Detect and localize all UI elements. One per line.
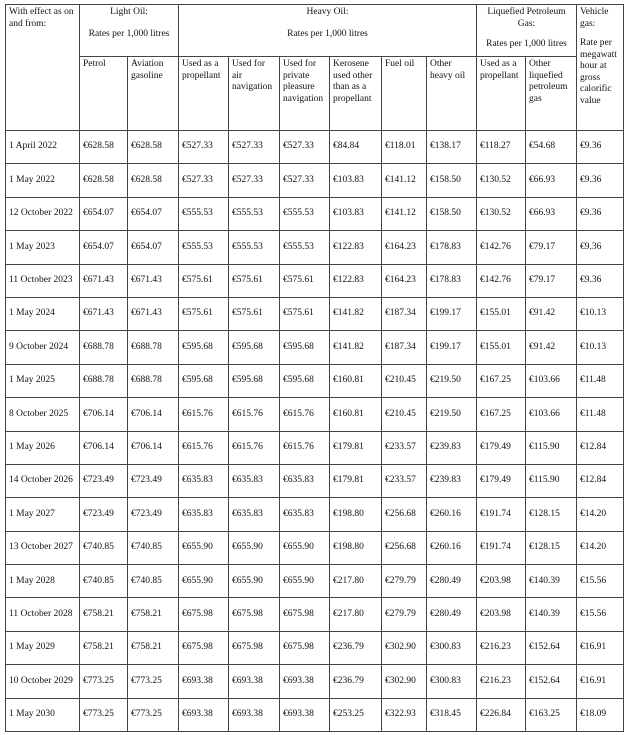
cell-other-heavy-oil: €260.16: [427, 498, 477, 531]
cell-aviation-gasoline: €740.85: [128, 565, 179, 598]
cell-vehicle-gas: €16.91: [577, 665, 624, 698]
subheader-air-navigation: Used for air navigation: [229, 57, 280, 131]
subheader-other-heavy-oil: Other heavy oil: [427, 57, 477, 131]
cell-vehicle-gas: €10.13: [577, 297, 624, 330]
cell-effective-date: 13 October 2027: [6, 531, 80, 564]
cell-kerosene: €236.79: [330, 665, 382, 698]
cell-other-lpg: €115.90: [526, 431, 577, 464]
cell-petrol: €706.14: [80, 431, 128, 464]
subheader-kerosene: Kerosene used other than as a propellant: [330, 57, 382, 131]
subheader-heavy-propellant: Used as a propellant: [179, 57, 229, 131]
cell-lpg-propellant: €130.52: [477, 197, 526, 230]
subheader-fuel-oil: Fuel oil: [382, 57, 427, 131]
cell-private-pleasure-navigation: €555.53: [280, 197, 330, 230]
cell-other-heavy-oil: €260.16: [427, 531, 477, 564]
cell-fuel-oil: €279.79: [382, 598, 427, 631]
cell-vehicle-gas: €9.36: [577, 164, 624, 197]
cell-fuel-oil: €164.23: [382, 231, 427, 264]
cell-air-navigation: €693.38: [229, 698, 280, 731]
header-vehicle-gas: [577, 5, 624, 131]
cell-vehicle-gas: €11.48: [577, 364, 624, 397]
cell-private-pleasure-navigation: €575.61: [280, 264, 330, 297]
cell-effective-date: 1 May 2030: [6, 698, 80, 731]
cell-aviation-gasoline: €758.21: [128, 631, 179, 664]
cell-aviation-gasoline: €706.14: [128, 431, 179, 464]
cell-air-navigation: €575.61: [229, 264, 280, 297]
cell-heavy-propellant: €655.90: [179, 565, 229, 598]
cell-private-pleasure-navigation: €527.33: [280, 131, 330, 164]
cell-petrol: €628.58: [80, 164, 128, 197]
cell-petrol: €723.49: [80, 464, 128, 497]
cell-aviation-gasoline: €723.49: [128, 464, 179, 497]
cell-effective-date: 1 May 2027: [6, 498, 80, 531]
cell-other-heavy-oil: €158.50: [427, 197, 477, 230]
cell-private-pleasure-navigation: €675.98: [280, 598, 330, 631]
cell-effective-date: 1 April 2022: [6, 131, 80, 164]
cell-heavy-propellant: €555.53: [179, 197, 229, 230]
cell-vehicle-gas: €9.36: [577, 231, 624, 264]
cell-vehicle-gas: €9.36: [577, 264, 624, 297]
cell-private-pleasure-navigation: €595.68: [280, 331, 330, 364]
cell-heavy-propellant: €675.98: [179, 631, 229, 664]
cell-kerosene: €160.81: [330, 398, 382, 431]
cell-private-pleasure-navigation: €615.76: [280, 398, 330, 431]
cell-fuel-oil: €187.34: [382, 331, 427, 364]
cell-heavy-propellant: €655.90: [179, 531, 229, 564]
cell-lpg-propellant: €216.23: [477, 631, 526, 664]
cell-other-heavy-oil: €178.83: [427, 231, 477, 264]
cell-kerosene: €198.80: [330, 531, 382, 564]
light-oil-title: Light Oil:: [110, 7, 148, 17]
cell-petrol: €628.58: [80, 131, 128, 164]
cell-air-navigation: €595.68: [229, 364, 280, 397]
cell-other-heavy-oil: €219.50: [427, 364, 477, 397]
cell-aviation-gasoline: €688.78: [128, 364, 179, 397]
header-lpg: [477, 5, 577, 57]
cell-aviation-gasoline: €654.07: [128, 197, 179, 230]
table-row: [6, 364, 624, 397]
cell-other-heavy-oil: €239.83: [427, 431, 477, 464]
cell-vehicle-gas: €16.91: [577, 631, 624, 664]
cell-air-navigation: €615.76: [229, 398, 280, 431]
header-light-oil: [80, 5, 179, 57]
cell-vehicle-gas: €11.48: [577, 398, 624, 431]
cell-other-heavy-oil: €300.83: [427, 665, 477, 698]
rates-table-container: [5, 4, 624, 732]
cell-aviation-gasoline: €688.78: [128, 331, 179, 364]
table-body: [6, 131, 624, 732]
cell-air-navigation: €595.68: [229, 331, 280, 364]
cell-petrol: €740.85: [80, 565, 128, 598]
cell-lpg-propellant: €142.76: [477, 264, 526, 297]
cell-heavy-propellant: €595.68: [179, 364, 229, 397]
cell-petrol: €688.78: [80, 364, 128, 397]
cell-vehicle-gas: €18.09: [577, 698, 624, 731]
subheader-petrol: Petrol: [80, 57, 128, 131]
cell-kerosene: €217.80: [330, 598, 382, 631]
cell-other-lpg: €128.15: [526, 498, 577, 531]
cell-other-heavy-oil: €199.17: [427, 331, 477, 364]
cell-effective-date: 1 May 2026: [6, 431, 80, 464]
vehicle-gas-subtitle: Rate per megawatt hour at gross calorific value: [580, 38, 617, 106]
cell-lpg-propellant: €142.76: [477, 231, 526, 264]
cell-heavy-propellant: €575.61: [179, 264, 229, 297]
cell-heavy-propellant: €635.83: [179, 464, 229, 497]
cell-vehicle-gas: €14.20: [577, 531, 624, 564]
cell-lpg-propellant: €167.25: [477, 364, 526, 397]
cell-vehicle-gas: €9.36: [577, 197, 624, 230]
cell-kerosene: €103.83: [330, 164, 382, 197]
cell-effective-date: 12 October 2022: [6, 197, 80, 230]
cell-kerosene: €253.25: [330, 698, 382, 731]
cell-air-navigation: €527.33: [229, 131, 280, 164]
cell-private-pleasure-navigation: €635.83: [280, 498, 330, 531]
cell-lpg-propellant: €179.49: [477, 431, 526, 464]
cell-kerosene: €217.80: [330, 565, 382, 598]
table-row: [6, 598, 624, 631]
cell-private-pleasure-navigation: €693.38: [280, 665, 330, 698]
cell-other-lpg: €128.15: [526, 531, 577, 564]
cell-kerosene: €198.80: [330, 498, 382, 531]
cell-kerosene: €84.84: [330, 131, 382, 164]
cell-petrol: €688.78: [80, 331, 128, 364]
cell-heavy-propellant: €527.33: [179, 164, 229, 197]
cell-fuel-oil: €302.90: [382, 665, 427, 698]
cell-private-pleasure-navigation: €655.90: [280, 565, 330, 598]
cell-effective-date: 8 October 2025: [6, 398, 80, 431]
cell-other-lpg: €140.39: [526, 598, 577, 631]
cell-private-pleasure-navigation: €527.33: [280, 164, 330, 197]
cell-other-heavy-oil: €239.83: [427, 464, 477, 497]
cell-other-lpg: €103.66: [526, 364, 577, 397]
cell-vehicle-gas: €15.56: [577, 565, 624, 598]
table-row: [6, 464, 624, 497]
cell-effective-date: 1 May 2028: [6, 565, 80, 598]
table-row: [6, 698, 624, 731]
heavy-oil-title: Heavy Oil:: [306, 7, 349, 17]
cell-heavy-propellant: €595.68: [179, 331, 229, 364]
cell-air-navigation: €635.83: [229, 498, 280, 531]
table-row: [6, 331, 624, 364]
cell-other-lpg: €140.39: [526, 565, 577, 598]
subheader-aviation-gasoline: Aviation gasoline: [128, 57, 179, 131]
cell-lpg-propellant: €191.74: [477, 498, 526, 531]
subheader-other-lpg: Other liquefied petroleum gas: [526, 57, 577, 131]
cell-fuel-oil: €141.12: [382, 164, 427, 197]
cell-private-pleasure-navigation: €615.76: [280, 431, 330, 464]
cell-fuel-oil: €187.34: [382, 297, 427, 330]
table-row: [6, 398, 624, 431]
cell-kerosene: €122.83: [330, 264, 382, 297]
cell-petrol: €706.14: [80, 398, 128, 431]
cell-effective-date: 9 October 2024: [6, 331, 80, 364]
cell-kerosene: €141.82: [330, 297, 382, 330]
cell-heavy-propellant: €615.76: [179, 398, 229, 431]
cell-other-lpg: €115.90: [526, 464, 577, 497]
cell-air-navigation: €527.33: [229, 164, 280, 197]
cell-aviation-gasoline: €671.43: [128, 297, 179, 330]
subheader-private-pleasure-navigation: Used for private pleasure navigation: [280, 57, 330, 131]
cell-air-navigation: €635.83: [229, 464, 280, 497]
cell-other-heavy-oil: €158.50: [427, 164, 477, 197]
cell-aviation-gasoline: €773.25: [128, 665, 179, 698]
cell-heavy-propellant: €615.76: [179, 431, 229, 464]
cell-effective-date: 10 October 2029: [6, 665, 80, 698]
cell-private-pleasure-navigation: €675.98: [280, 631, 330, 664]
cell-private-pleasure-navigation: €655.90: [280, 531, 330, 564]
cell-lpg-propellant: €226.84: [477, 698, 526, 731]
cell-vehicle-gas: €12.84: [577, 431, 624, 464]
light-oil-subtitle: Rates per 1,000 litres: [88, 28, 170, 39]
cell-petrol: €758.21: [80, 598, 128, 631]
cell-lpg-propellant: €203.98: [477, 598, 526, 631]
cell-lpg-propellant: €179.49: [477, 464, 526, 497]
cell-heavy-propellant: €555.53: [179, 231, 229, 264]
cell-effective-date: 1 May 2025: [6, 364, 80, 397]
cell-other-heavy-oil: €280.49: [427, 598, 477, 631]
table-row: [6, 131, 624, 164]
cell-other-heavy-oil: €199.17: [427, 297, 477, 330]
cell-other-heavy-oil: €219.50: [427, 398, 477, 431]
cell-other-heavy-oil: €300.83: [427, 631, 477, 664]
cell-other-heavy-oil: €318.45: [427, 698, 477, 731]
cell-other-lpg: €91.42: [526, 331, 577, 364]
cell-other-lpg: €66.93: [526, 164, 577, 197]
table-row: [6, 631, 624, 664]
cell-kerosene: €122.83: [330, 231, 382, 264]
cell-other-lpg: €163.25: [526, 698, 577, 731]
table-row: [6, 665, 624, 698]
cell-lpg-propellant: €155.01: [477, 331, 526, 364]
header-effective-date: With effect as on and from:: [6, 5, 80, 131]
cell-other-lpg: €54.68: [526, 131, 577, 164]
cell-vehicle-gas: €15.56: [577, 598, 624, 631]
cell-fuel-oil: €141.12: [382, 197, 427, 230]
cell-fuel-oil: €233.57: [382, 431, 427, 464]
table-row: [6, 164, 624, 197]
table-row: [6, 264, 624, 297]
cell-other-lpg: €152.64: [526, 665, 577, 698]
table-row: [6, 531, 624, 564]
cell-aviation-gasoline: €654.07: [128, 231, 179, 264]
cell-fuel-oil: €256.68: [382, 531, 427, 564]
cell-fuel-oil: €233.57: [382, 464, 427, 497]
cell-aviation-gasoline: €723.49: [128, 498, 179, 531]
cell-aviation-gasoline: €740.85: [128, 531, 179, 564]
cell-fuel-oil: €164.23: [382, 264, 427, 297]
cell-aviation-gasoline: €628.58: [128, 164, 179, 197]
cell-fuel-oil: €118.01: [382, 131, 427, 164]
cell-kerosene: €236.79: [330, 631, 382, 664]
cell-other-heavy-oil: €138.17: [427, 131, 477, 164]
cell-fuel-oil: €210.45: [382, 364, 427, 397]
table-row: [6, 431, 624, 464]
cell-lpg-propellant: €118.27: [477, 131, 526, 164]
cell-petrol: €654.07: [80, 197, 128, 230]
table-row: [6, 498, 624, 531]
cell-petrol: €654.07: [80, 231, 128, 264]
cell-lpg-propellant: €167.25: [477, 398, 526, 431]
lpg-title: Liquefied Petroleum Gas:: [487, 7, 566, 29]
cell-air-navigation: €555.53: [229, 197, 280, 230]
cell-other-lpg: €103.66: [526, 398, 577, 431]
cell-effective-date: 1 May 2029: [6, 631, 80, 664]
cell-lpg-propellant: €155.01: [477, 297, 526, 330]
cell-fuel-oil: €279.79: [382, 565, 427, 598]
cell-private-pleasure-navigation: €693.38: [280, 698, 330, 731]
cell-private-pleasure-navigation: €575.61: [280, 297, 330, 330]
cell-fuel-oil: €302.90: [382, 631, 427, 664]
cell-other-heavy-oil: €280.49: [427, 565, 477, 598]
cell-other-lpg: €79.17: [526, 231, 577, 264]
cell-air-navigation: €693.38: [229, 665, 280, 698]
cell-private-pleasure-navigation: €595.68: [280, 364, 330, 397]
cell-other-lpg: €66.93: [526, 197, 577, 230]
cell-lpg-propellant: €216.23: [477, 665, 526, 698]
cell-heavy-propellant: €575.61: [179, 297, 229, 330]
cell-effective-date: 11 October 2028: [6, 598, 80, 631]
cell-heavy-propellant: €693.38: [179, 698, 229, 731]
cell-heavy-propellant: €675.98: [179, 598, 229, 631]
cell-lpg-propellant: €203.98: [477, 565, 526, 598]
cell-effective-date: 1 May 2024: [6, 297, 80, 330]
cell-air-navigation: €575.61: [229, 297, 280, 330]
cell-aviation-gasoline: €671.43: [128, 264, 179, 297]
table-row: [6, 197, 624, 230]
cell-other-heavy-oil: €178.83: [427, 264, 477, 297]
cell-petrol: €723.49: [80, 498, 128, 531]
table-row: [6, 231, 624, 264]
cell-vehicle-gas: €10.13: [577, 331, 624, 364]
cell-lpg-propellant: €130.52: [477, 164, 526, 197]
cell-kerosene: €160.81: [330, 364, 382, 397]
cell-private-pleasure-navigation: €555.53: [280, 231, 330, 264]
cell-other-lpg: €152.64: [526, 631, 577, 664]
heavy-oil-subtitle: Rates per 1,000 litres: [287, 28, 368, 39]
cell-kerosene: €103.83: [330, 197, 382, 230]
cell-kerosene: €179.81: [330, 464, 382, 497]
cell-aviation-gasoline: €758.21: [128, 598, 179, 631]
cell-petrol: €773.25: [80, 698, 128, 731]
cell-effective-date: 11 October 2023: [6, 264, 80, 297]
cell-effective-date: 14 October 2026: [6, 464, 80, 497]
cell-lpg-propellant: €191.74: [477, 531, 526, 564]
cell-other-lpg: €91.42: [526, 297, 577, 330]
cell-other-lpg: €79.17: [526, 264, 577, 297]
table-row: [6, 565, 624, 598]
cell-petrol: €773.25: [80, 665, 128, 698]
cell-fuel-oil: €256.68: [382, 498, 427, 531]
cell-effective-date: 1 May 2023: [6, 231, 80, 264]
cell-aviation-gasoline: €706.14: [128, 398, 179, 431]
lpg-subtitle: Rates per 1,000 litres: [486, 39, 567, 49]
cell-heavy-propellant: €635.83: [179, 498, 229, 531]
cell-air-navigation: €615.76: [229, 431, 280, 464]
cell-aviation-gasoline: €773.25: [128, 698, 179, 731]
cell-vehicle-gas: €9.36: [577, 131, 624, 164]
header-heavy-oil: [179, 5, 477, 57]
mineral-oil-tax-rates-table: [5, 4, 624, 732]
cell-kerosene: €179.81: [330, 431, 382, 464]
cell-aviation-gasoline: €628.58: [128, 131, 179, 164]
cell-petrol: €740.85: [80, 531, 128, 564]
cell-kerosene: €141.82: [330, 331, 382, 364]
cell-fuel-oil: €210.45: [382, 398, 427, 431]
cell-vehicle-gas: €12.84: [577, 464, 624, 497]
vehicle-gas-title: Vehicle gas:: [580, 7, 609, 29]
cell-vehicle-gas: €14.20: [577, 498, 624, 531]
cell-petrol: €671.43: [80, 264, 128, 297]
table-header: [6, 5, 624, 131]
cell-fuel-oil: €322.93: [382, 698, 427, 731]
cell-air-navigation: €555.53: [229, 231, 280, 264]
cell-effective-date: 1 May 2022: [6, 164, 80, 197]
cell-heavy-propellant: €527.33: [179, 131, 229, 164]
cell-air-navigation: €655.90: [229, 565, 280, 598]
cell-heavy-propellant: €693.38: [179, 665, 229, 698]
cell-private-pleasure-navigation: €635.83: [280, 464, 330, 497]
cell-air-navigation: €675.98: [229, 598, 280, 631]
cell-air-navigation: €675.98: [229, 631, 280, 664]
subheader-lpg-propellant: Used as a propellant: [477, 57, 526, 131]
cell-petrol: €758.21: [80, 631, 128, 664]
cell-petrol: €671.43: [80, 297, 128, 330]
table-row: [6, 297, 624, 330]
cell-air-navigation: €655.90: [229, 531, 280, 564]
